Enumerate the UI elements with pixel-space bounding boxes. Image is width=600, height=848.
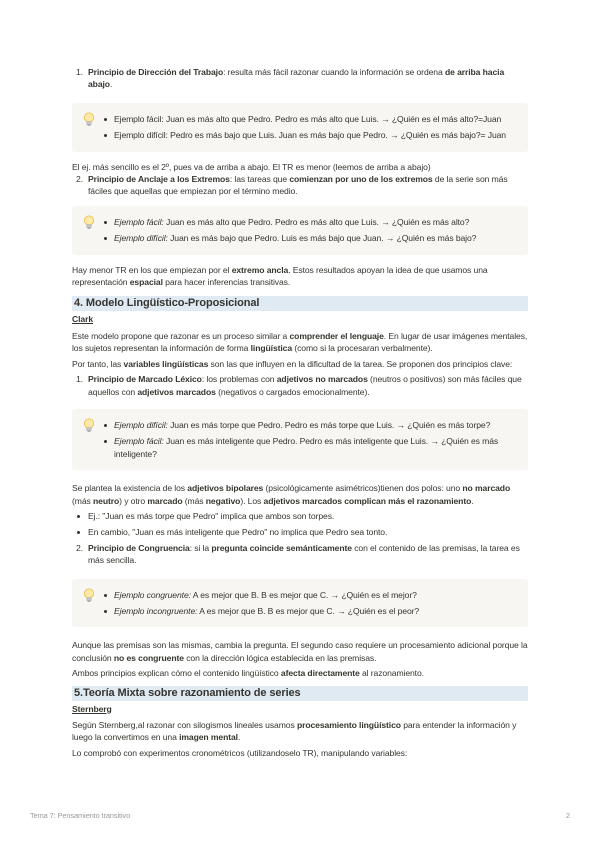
text: : resulta más fácil razonar cuando la información se ordena [223, 67, 445, 77]
page-content [72, 66, 528, 759]
lightbulb-icon [82, 417, 96, 435]
example-item [102, 232, 516, 244]
list-number: 2. [76, 542, 83, 553]
text: : los problemas con [201, 374, 277, 385]
bullet-item: En cambio, "Juan es más inteligente que Pedro" no implica que Pedro sea tonto. [72, 526, 528, 538]
page-number: 2 [565, 811, 570, 820]
section-heading: 4. Modelo Lingüístico-Proposicional [72, 296, 528, 311]
bold-text: procesamiento lingüístico [296, 720, 401, 730]
bold-text: comienzan por uno de los extremos [289, 174, 433, 185]
principle-name: Principio de Congruencia [88, 542, 190, 553]
example-text: A es mejor que B. B es mejor que C. → ¿Quién es el mejor? [190, 589, 417, 600]
bold-text: de arriba hacia abajo [88, 67, 505, 90]
text: : si la [189, 542, 212, 553]
paragraph [72, 482, 528, 507]
paragraph [72, 639, 528, 664]
text: Por tanto, las [72, 358, 124, 369]
bold-text: no es congruente [113, 652, 184, 663]
text: . En lugar de usar imágenes mentales, los sujetos representan la información de forma [72, 330, 528, 354]
text: . [109, 79, 113, 90]
example-item [102, 419, 516, 431]
text: . [237, 732, 241, 743]
callout [72, 103, 528, 152]
example-text: Juan es más bajo que Pedro. Luis es más bajo que Juan. → ¿Quién es más bajo? [167, 233, 477, 244]
example-label: Ejemplo fácil: [114, 436, 164, 447]
text: Ambos principios explican cómo el contenido lingüístico [72, 668, 281, 679]
footer-title: Tema 7: Pensamiento transitivo [30, 811, 131, 820]
text: (negativos o cargados emocionalmente). [215, 386, 370, 397]
bold-text: imagen mental [179, 732, 238, 743]
example-label: Ejemplo difícil: [114, 419, 168, 430]
text: al razonamiento. [359, 668, 424, 679]
list-item [72, 66, 528, 91]
text: con el contenido de las premisas, la tarea es más sencilla. [88, 542, 520, 566]
text: de la serie son más fáciles que aquellas que empiezan por el término medio. [88, 174, 508, 197]
text: . [471, 495, 474, 506]
example-list [102, 419, 516, 460]
numbered-list [72, 542, 528, 567]
paragraph: El ej. más sencillo es el 2º, pues va de arriba a abajo. El TR es menor (leemos de arriba a abajo) [72, 161, 431, 172]
text: para hacer inferencias transitivas. [162, 277, 291, 288]
text: (neutros o positivos) son más fáciles que aquellos con [88, 374, 522, 397]
example-list [102, 113, 516, 142]
example-text: Juan es más torpe que Pedro. Pedro es más torpe que Luis. → ¿Quién es más torpe? [167, 419, 491, 430]
list-item [72, 542, 528, 567]
lightbulb-icon [82, 111, 96, 129]
author-subheading: Clark [72, 314, 93, 325]
list-number: 2. [76, 174, 83, 185]
list-item [72, 173, 528, 198]
bold-text: adjetivos marcados [137, 386, 216, 397]
paragraph [72, 358, 528, 370]
list-number: 1. [76, 374, 83, 385]
text: ) y otro [119, 495, 148, 506]
paragraph [72, 264, 528, 289]
text: (psicológicamente asimétricos)tienen dos polos: uno [263, 483, 463, 494]
bold-text: adjetivos marcados complican más el razonamiento [263, 495, 472, 506]
numbered-list [72, 66, 528, 91]
numbered-list [72, 173, 528, 198]
bold-text: extremo ancla [231, 264, 289, 275]
example-label: Ejemplo congruente: [114, 589, 191, 600]
example-list [102, 589, 516, 618]
paragraph: Lo comprobó con experimentos cronométricos (utilizandoselo TR), manipulando variables: [72, 747, 408, 758]
example-item: Ejemplo fácil: Juan es más alto que Pedro. Pedro es más alto que Luis. → ¿Quién es el más alto?=Juan [102, 113, 516, 125]
text: ). Los [240, 495, 264, 506]
example-label: Ejemplo difícil: [114, 233, 168, 244]
bold-text: adjetivos no marcados [276, 374, 368, 385]
paragraph [72, 719, 528, 744]
lightbulb-icon [82, 214, 96, 232]
example-text: Juan es más inteligente que Pedro. Pedro es más inteligente que Luis. → ¿Quién es más inteligente? [114, 436, 499, 459]
author-subheading: Sternberg [72, 703, 112, 714]
text: para entender la información y luego la convertimos en una [72, 720, 517, 743]
example-text: A es mejor que B. B es mejor que C. → ¿Quién es el peor? [197, 605, 420, 616]
example-label: Ejemplo fácil: [114, 216, 164, 227]
bold-text: neutro [93, 495, 120, 506]
paragraph [72, 667, 528, 679]
example-item: Ejemplo difícil: Pedro es más bajo que Luis. Juan es más bajo que Pedro. → ¿Quién es más bajo?= Juan [102, 129, 516, 141]
paragraph [72, 330, 528, 355]
bold-text: espacial [129, 277, 163, 288]
bold-text: variables lingüísticas [123, 358, 209, 369]
numbered-list [72, 373, 528, 398]
example-item [102, 435, 516, 460]
list-number: 1. [76, 67, 83, 77]
example-item [102, 216, 516, 228]
text: Este modelo propone que razonar es un proceso similar a [72, 330, 290, 341]
text: (como si la procesaran verbalmente). [292, 343, 433, 354]
bold-text: marcado [147, 495, 183, 506]
bold-text: afecta directamente [280, 668, 360, 679]
callout [72, 409, 528, 470]
principle-name: Principio de Anclaje a los Extremos [88, 174, 230, 185]
text: Hay menor TR en los que empiezan por el [72, 264, 232, 275]
section-heading: 5.Teoría Mixta sobre razonamiento de series [72, 686, 528, 701]
bold-text: pregunta coincide semánticamente [211, 542, 352, 553]
bullet-list [72, 510, 528, 539]
callout [72, 206, 528, 255]
bold-text: lingüística [250, 343, 293, 354]
example-list [102, 216, 516, 245]
text: Se plantea la existencia de los [72, 483, 188, 494]
bold-text: negativo [205, 495, 241, 506]
bullet-item: Ej.: "Juan es más torpe que Pedro" implica que ambos son torpes. [72, 510, 528, 522]
list-item [72, 373, 528, 398]
text: (más [182, 495, 206, 506]
text: son las que influyen en la dificultad de la tarea. Se proponen dos principios clave: [208, 358, 513, 369]
principle-name: Principio de Dirección del Trabajo [88, 67, 224, 77]
bold-text: comprender el lenguaje [289, 330, 384, 341]
callout [72, 579, 528, 628]
lightbulb-icon [82, 587, 96, 605]
text: (más [72, 495, 93, 506]
example-item [102, 589, 516, 601]
bold-text: no marcado [462, 483, 511, 494]
text: Según Sternberg,al razonar con silogismos lineales usamos [72, 720, 297, 730]
text: con la dirección lógica establecida en las premisas. [183, 652, 377, 663]
text: Aunque las premisas son las mismas, cambia la pregunta. El segundo caso requiere un procesamiento adicional porque la conclusión [72, 640, 528, 663]
example-label: Ejemplo incongruente: [114, 605, 198, 616]
text: . Estos resultados apoyan la idea de que usamos una representación [72, 264, 488, 288]
bold-text: adjetivos bipolares [187, 483, 264, 494]
example-item [102, 605, 516, 617]
page-footer [30, 810, 570, 822]
principle-name: Principio de Marcado Léxico [88, 374, 202, 385]
example-text: Juan es más alto que Pedro. Pedro es más alto que Luis. → ¿Quién es más alto? [163, 216, 470, 227]
text: : las tareas que [229, 174, 290, 185]
